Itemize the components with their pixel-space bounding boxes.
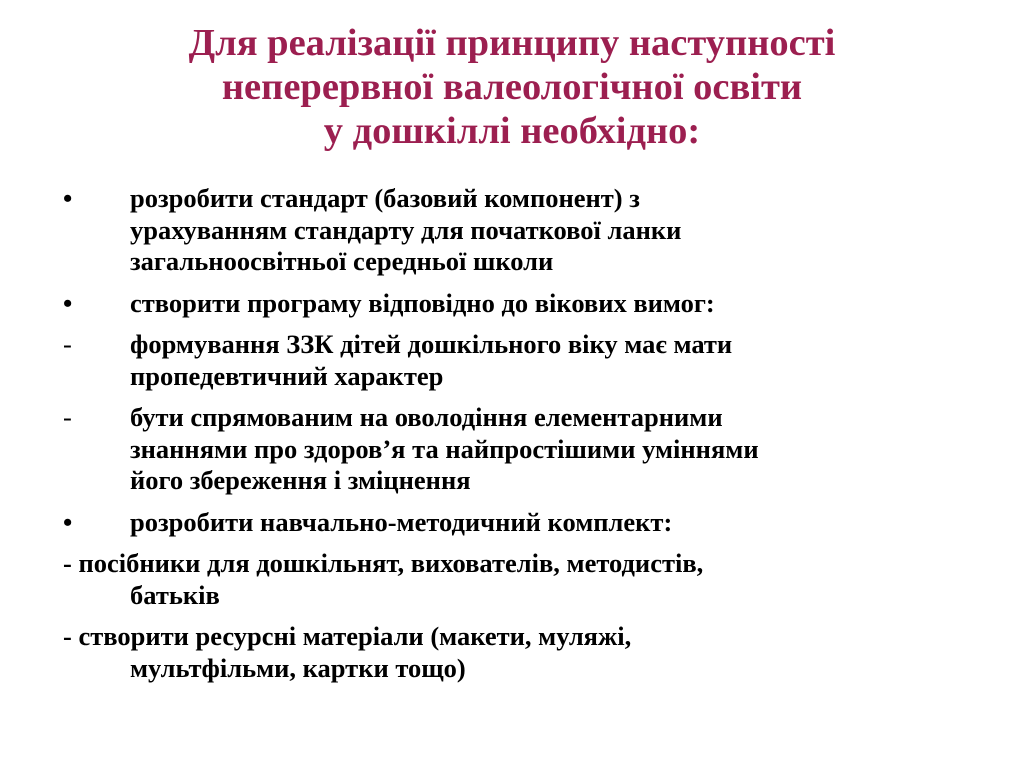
text-line: знаннями про здоров’я та найпростішими уміннями [130,433,759,464]
text-line: пропедевтичний характер [130,360,444,391]
list-item-text [130,329,983,392]
text-line: розробити навчально-методичний комплект: [130,506,673,537]
text-line: - посібники для дошкільнят, вихователів, методистів, [63,548,704,578]
bullet-list [63,183,983,694]
text-line: батьків [130,579,220,610]
text-line: - створити ресурсні матеріали (макети, муляжі, [63,621,632,651]
bullet-marker: • [63,506,73,537]
text-line: мультфільми, картки тощо) [130,652,466,683]
text-line: розробити стандарт (базовий компонент) з [130,183,640,213]
plain-list-item [63,621,983,684]
bullet-marker: • [63,287,73,318]
title-line: у дошкіллі необхідно: [323,110,701,152]
list-item-text [130,183,983,278]
title-line: Для реалізації принципу наступності [188,22,836,64]
list-item [63,183,983,278]
text-line: формування ЗЗК дітей дошкільного віку має мати [130,329,733,359]
list-item [63,402,983,497]
list-item-text [130,288,983,320]
list-item [63,288,983,320]
text-line: створити програму відповідно до вікових вимог: [130,287,715,318]
text-line: загальноосвітньої середньої школи [130,246,554,276]
text-line: урахуванням стандарту для початкової ланки [130,214,682,245]
text-line: бути спрямованим на оволодіння елементарними [130,402,723,432]
dash-marker: - [63,329,72,359]
slide-title [40,21,984,153]
list-item-text [130,402,983,497]
bullet-marker: • [63,183,73,213]
text-line: його збереження і зміцнення [130,465,471,495]
list-item [63,507,983,539]
list-item-text [130,507,983,539]
title-line: неперервної валеологічної освіти [221,66,803,108]
plain-list-item [63,548,983,611]
dash-marker: - [63,402,72,432]
list-item [63,329,983,392]
